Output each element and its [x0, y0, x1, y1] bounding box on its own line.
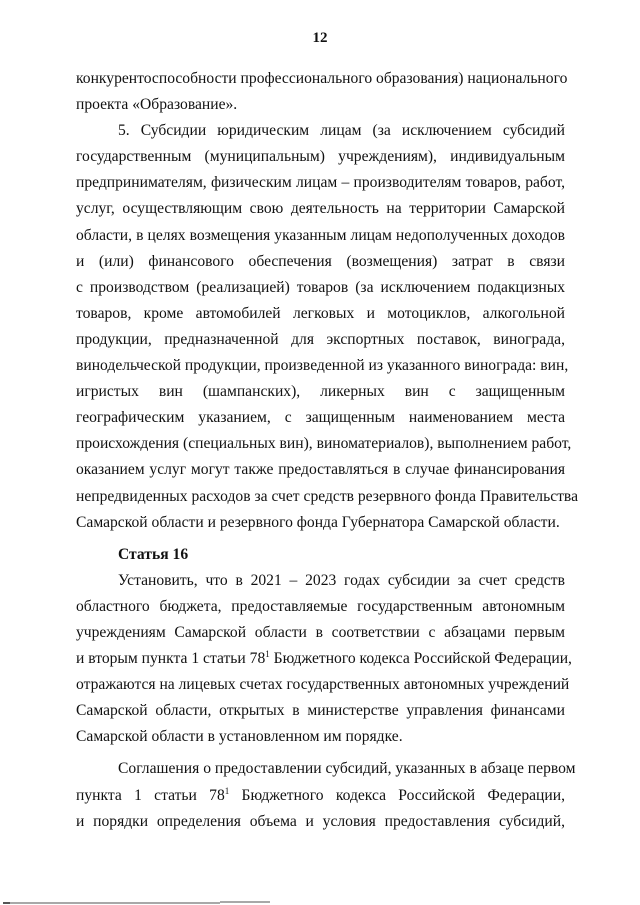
- text-line: [76, 783, 565, 809]
- text-line: Самарской области и резервного фонда Губернатора Самарской области.: [76, 513, 560, 531]
- paragraph-article-16-2: [76, 756, 576, 834]
- text-line: происхождения (специальных вин), виноматериалов), выполнением работ,: [76, 435, 572, 453]
- text-line: конкурентоспособности профессионального образования) национального: [76, 70, 568, 87]
- text-fragment: пункта 1 статьи 78: [76, 786, 225, 804]
- text-line: Самарской области в установленном им порядке.: [76, 728, 403, 746]
- text-line: географическим указанием, с защищенным наименованием места: [76, 409, 565, 427]
- paragraph-article-16-1: [76, 568, 572, 751]
- document-body: [76, 66, 579, 835]
- text-fragment: и вторым пункта 1 статьи 78: [76, 650, 266, 668]
- text-line: продукции, предназначенной для экспортных поставок, винограда,: [76, 330, 565, 348]
- text-line: Установить, что в 2021 – 2023 годах субсидии за счет средств: [118, 571, 565, 589]
- text-line: [76, 646, 572, 672]
- text-line: областного бюджета, предоставляемые государственным автономным: [76, 597, 565, 615]
- scan-artifact-line: [10, 902, 220, 904]
- paragraph-continuation: [76, 66, 568, 118]
- paragraph-item-5: [76, 118, 579, 536]
- text-line: и (или) финансового обеспечения (возмещения) затрат в связи: [76, 252, 565, 270]
- text-line: с производством (реализацией) товаров (за исключением подакцизных: [76, 278, 565, 296]
- text-fragment: Бюджетного кодекса Российской Федерации,: [269, 650, 572, 668]
- text-line: 5. Субсидии юридическим лицам (за исключением субсидий: [118, 122, 565, 140]
- text-line: и порядки определения объема и условия предоставления субсидий,: [76, 812, 565, 830]
- text-line: игристых вин (шампанских), ликерных вин с защищенным: [76, 383, 565, 401]
- scan-artifact-line: [220, 901, 270, 903]
- text-line: отражаются на лицевых счетах государственных автономных учреждений: [76, 676, 570, 694]
- text-line: Самарской области, открытых в министерстве управления финансами: [76, 702, 565, 720]
- text-line: государственным (муниципальным) учреждениям), индивидуальным: [76, 148, 565, 166]
- article-heading: Статья 16: [118, 545, 189, 563]
- scan-artifact-line: [3, 902, 10, 904]
- text-line: непредвиденных расходов за счет средств резервного фонда Правительства: [76, 487, 579, 505]
- superscript: 1: [265, 649, 270, 660]
- superscript: 1: [224, 785, 230, 796]
- text-line: винодельческой продукции, произведенной из указанного винограда: вин,: [76, 357, 569, 375]
- page-number: 12: [312, 30, 328, 46]
- text-line: товаров, кроме автомобилей легковых и мотоциклов, алкогольной: [76, 304, 565, 322]
- text-line: услуг, осуществляющим свою деятельность на территории Самарской: [76, 200, 565, 218]
- text-line: проекта «Образование».: [76, 96, 238, 114]
- text-line: учреждениям Самарской области в соответствии с абзацами первым: [76, 623, 565, 641]
- text-fragment: Бюджетного кодекса Российской Федерации,: [229, 786, 565, 804]
- text-line: оказанием услуг могут также предоставляться в случае финансирования: [76, 461, 565, 479]
- text-line: Соглашения о предоставлении субсидий, указанных в абзаце первом: [118, 760, 576, 778]
- text-line: предпринимателям, физическим лицам – производителям товаров, работ,: [76, 174, 565, 192]
- text-line: области, в целях возмещения указанным лицам недополученных доходов: [76, 226, 565, 244]
